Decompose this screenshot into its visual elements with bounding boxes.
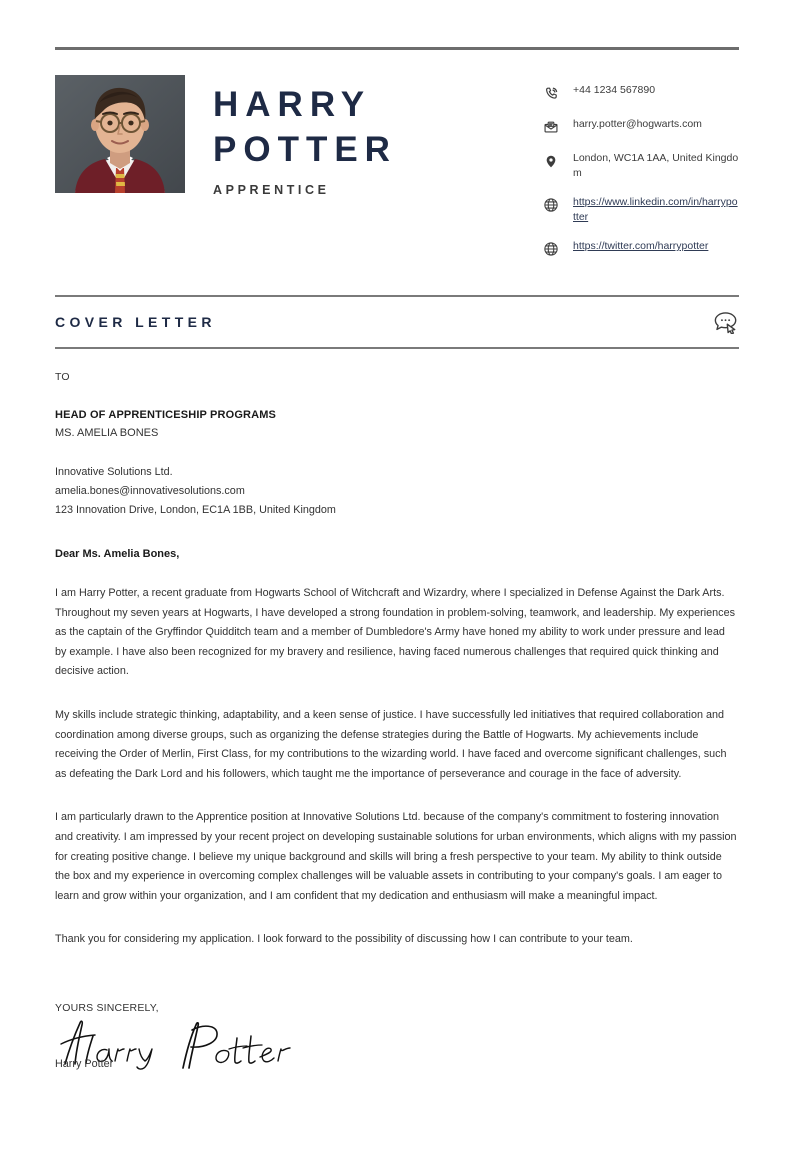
contact-address-text: London, WC1A 1AA, United Kingdom — [573, 152, 739, 179]
contact-twitter[interactable] — [539, 239, 739, 259]
section-title-bar — [55, 297, 739, 347]
contact-email — [539, 117, 739, 137]
contact-linkedin[interactable] — [539, 195, 739, 225]
contact-list — [539, 75, 739, 259]
signoff-label: YOURS SINCERELY, — [55, 1001, 159, 1014]
recipient-details — [55, 463, 739, 520]
envelope-icon — [539, 117, 563, 137]
recipient-name: MS. AMELIA BONES — [55, 427, 159, 439]
letter-paragraph: My skills include strategic thinking, adaptability, and a keen sense of justice. I have successfully led initiatives that required collaboration and coordination among diverse groups, such as organizing the defense strategies during the Battle of Hogwarts. My achievements include receiving the Order of Merlin, First Class, for my contributions to the wizarding world. I have faced and overcome significant challenges, such as defeating the Dark Lord and his followers, which taught me the importance of perseverance and courage in the face of adversity. — [55, 708, 727, 780]
letter-paragraph: I am particularly drawn to the Apprentice position at Innovative Solutions Ltd. because of the company's commitment to fostering innovation and creativity. I am impressed by your recent project on developing sustainable solutions for urban environments, which aligns with my passion for creating positive change. I believe my unique background and skills will bring a fresh perspective to your team. My ability to think outside the box and my experience in overcoming complex challenges will be valuable assets in contributing to your company's goals. I am eager to learn and grow within your organization, and I am confident that my dedication and enthusiasm will make a meaningful impact. — [55, 811, 737, 902]
cover-letter-page — [0, 47, 794, 1167]
letter-paragraph: Thank you for considering my application. I look forward to the possibility of discussing how I can contribute to your team. — [55, 933, 633, 946]
contact-phone-text: +44 1234 567890 — [573, 84, 656, 96]
signed-name: Harry Potter — [55, 1057, 114, 1070]
contact-twitter-text[interactable]: https://twitter.com/harrypotter — [573, 240, 709, 252]
section-title: COVER LETTER — [55, 314, 216, 330]
name-block — [213, 75, 513, 197]
last-name: POTTER — [213, 129, 397, 169]
contact-phone — [539, 83, 739, 103]
contact-email-text: harry.potter@hogwarts.com — [573, 118, 702, 130]
phone-icon — [539, 83, 563, 103]
salutation: Dear Ms. Amelia Bones, — [55, 548, 180, 560]
contact-address — [539, 151, 739, 181]
document-header — [55, 50, 739, 259]
recipient-address: 123 Innovation Drive, London, EC1A 1BB, United Kingdom — [55, 504, 336, 516]
recipient-email: amelia.bones@innovativesolutions.com — [55, 485, 245, 497]
speech-bubble-cursor-icon — [713, 310, 739, 334]
globe-icon — [539, 195, 563, 215]
location-pin-icon — [539, 151, 563, 171]
to-label: TO — [55, 371, 70, 383]
recipient-company: Innovative Solutions Ltd. — [55, 466, 173, 478]
letter-paragraph: I am Harry Potter, a recent graduate from Hogwarts School of Witchcraft and Wizardry, where I specialized in Defense Against the Dark Arts. Throughout my seven years at Hogwarts, I have developed a strong foundation in problem-solving, teamwork, and leadership. My experiences as the captain of the Gryffindor Quidditch team and a member of Dumbledore's Army have honed my ability to work under pressure and lead by example. I have also been recognized for my bravery and resilience, having faced numerous challenges that required quick thinking and decisive action. — [55, 587, 735, 678]
globe-icon — [539, 239, 563, 259]
cover-letter-section-header — [55, 295, 739, 349]
profile-photo — [55, 75, 185, 193]
first-name: HARRY — [213, 85, 372, 124]
job-title: APPRENTICE — [213, 182, 330, 197]
recipient-title: HEAD OF APPRENTICESHIP PROGRAMS — [55, 409, 277, 421]
contact-linkedin-text[interactable]: https://www.linkedin.com/in/harrypotter — [573, 196, 738, 223]
letter-body — [55, 349, 739, 1070]
